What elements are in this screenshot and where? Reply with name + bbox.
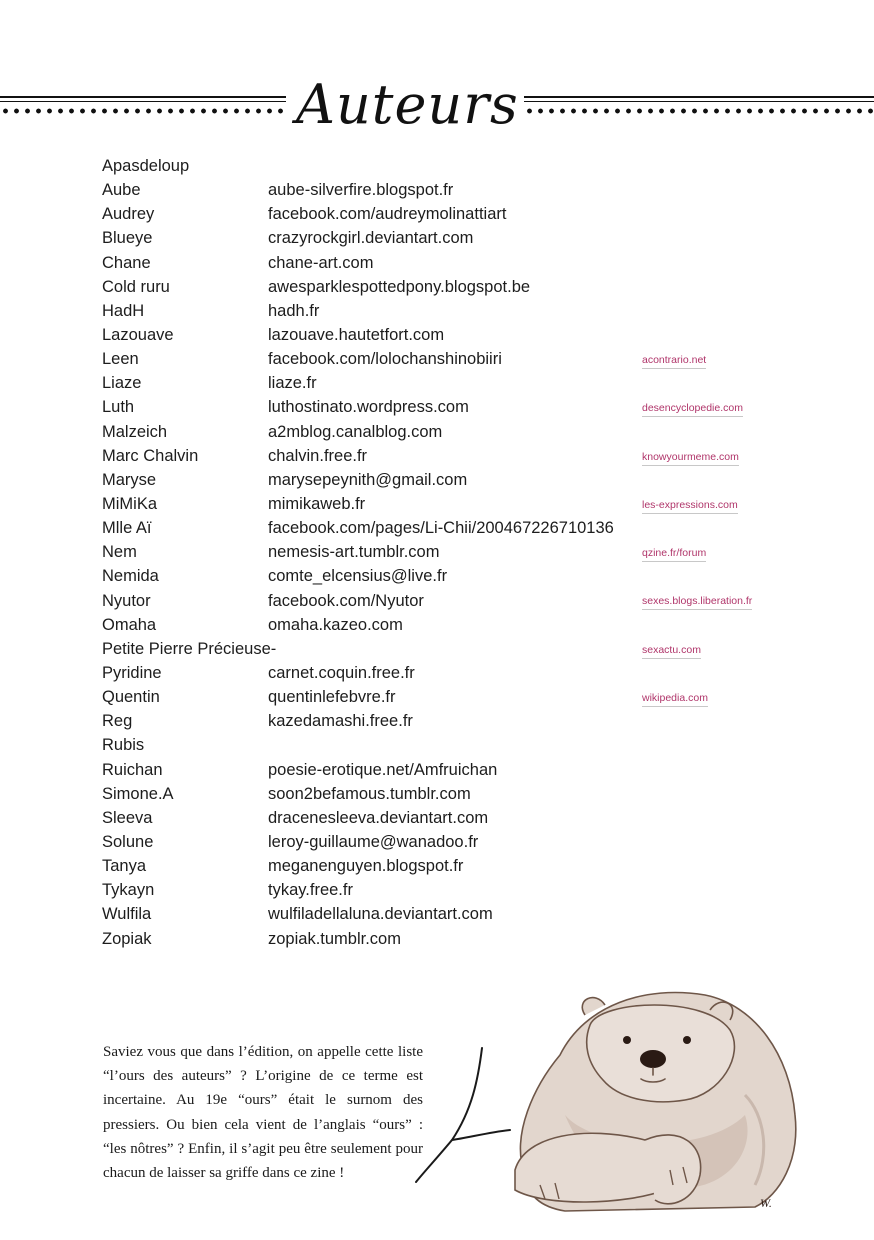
source-link[interactable] [642,400,842,448]
source-list [642,352,842,738]
author-website[interactable]: awesparklespottedpony.blogspot.be [268,277,531,296]
author-row [102,420,642,444]
author-name: Blueye [102,229,153,248]
source-link[interactable] [642,593,842,641]
author-row [102,516,642,540]
author-website[interactable]: soon2befamous.tumblr.com [268,784,471,803]
author-name: Reg [102,712,133,731]
source-link[interactable] [642,690,842,738]
author-row [102,251,642,275]
author-row [102,685,642,709]
author-row [102,347,642,371]
author-name: Nyutor [102,591,151,610]
author-website[interactable]: quentinlefebvre.fr [268,688,396,707]
speech-bubble-tail [412,1040,512,1190]
source-link-label[interactable]: les-expressions.com [642,499,738,514]
author-name: Petite Pierre Précieuse- [102,639,277,658]
author-row [102,637,642,661]
author-row [102,878,642,902]
author-website[interactable]: wulfiladellaluna.deviantart.com [268,905,493,924]
author-name: Mlle Aï [102,519,152,538]
author-website[interactable]: luthostinato.wordpress.com [268,398,469,417]
author-row [102,902,642,926]
author-row [102,299,642,323]
ours-explanation-text: Saviez vous que dans l’édition, on appelle cette liste “l’ours des auteurs” ? L’origine de ce terme est incertaine. Au 19e “ours” était le surnom des pressiers. Ou bien cela vient de l’anglais “ours” : “les nôtres” ? Enfin, il s’agit peu être seulement pour chacun de laisser sa griffe dans ce zine ! [103,1044,423,1182]
source-link-label[interactable]: sexes.blogs.liberation.fr [642,595,752,610]
author-row [102,709,642,733]
author-website[interactable]: kazedamashi.free.fr [268,712,413,731]
author-name: Zopiak [102,929,152,948]
author-website[interactable]: tykay.free.fr [268,881,353,900]
author-row [102,854,642,878]
source-link[interactable] [642,545,842,593]
source-link-label[interactable]: desencyclopedie.com [642,402,743,417]
author-row [102,154,642,178]
source-link[interactable] [642,642,842,690]
author-row [102,733,642,757]
author-website[interactable]: marysepeynith@gmail.com [268,470,468,489]
author-website[interactable]: crazyrockgirl.deviantart.com [268,229,474,248]
author-website[interactable]: comte_elcensius@live.fr [268,567,448,586]
author-name: Malzeich [102,422,168,441]
author-row [102,468,642,492]
author-website[interactable]: aube-silverfire.blogspot.fr [268,181,454,200]
author-website[interactable]: liaze.fr [268,374,317,393]
author-website[interactable]: facebook.com/audreymolinattiart [268,205,507,224]
author-website[interactable]: chane-art.com [268,253,374,272]
author-website[interactable]: nemesis-art.tumblr.com [268,543,440,562]
author-name: Sleeva [102,808,153,827]
author-row [102,371,642,395]
author-name: Simone.A [102,784,174,803]
source-link-label[interactable]: qzine.fr/forum [642,547,706,562]
author-website[interactable]: carnet.coquin.free.fr [268,663,415,682]
decorative-rule-left [0,96,286,118]
author-name: Tanya [102,857,147,876]
author-name: Omaha [102,615,157,634]
author-name: Audrey [102,205,155,224]
illustration-signature: W. [760,1196,772,1210]
polar-bear-illustration [505,975,805,1225]
author-name: Wulfila [102,905,152,924]
author-row [102,202,642,226]
author-name: Liaze [102,374,142,393]
author-name: MiMiKa [102,494,158,513]
title-banner [0,70,874,140]
author-row [102,395,642,419]
author-row [102,226,642,250]
source-link-label[interactable]: wikipedia.com [642,692,708,707]
author-name: Aube [102,181,141,200]
decorative-rule-right [524,96,874,118]
author-list [102,154,642,951]
author-name: Tykayn [102,881,155,900]
author-name: Apasdeloup [102,157,190,175]
author-website[interactable]: a2mblog.canalblog.com [268,422,443,441]
author-name: Ruichan [102,760,163,779]
author-row [102,492,642,516]
author-row [102,806,642,830]
author-row [102,444,642,468]
author-name: Nem [102,543,137,562]
author-website[interactable]: facebook.com/Nyutor [268,591,424,610]
author-name: Leen [102,350,139,369]
author-row [102,758,642,782]
source-link-label[interactable]: sexactu.com [642,644,701,659]
author-row [102,782,642,806]
author-website[interactable]: mimikaweb.fr [268,494,366,513]
source-link-label[interactable]: knowyourmeme.com [642,451,739,466]
author-name: Chane [102,253,151,272]
author-website[interactable]: facebook.com/pages/Li-Chii/200467226710136 [268,519,614,538]
author-name: Lazouave [102,325,174,344]
author-name: Marc Chalvin [102,446,199,465]
author-name: Cold ruru [102,277,170,296]
author-name: Solune [102,832,154,851]
author-website[interactable]: omaha.kazeo.com [268,615,403,634]
author-website[interactable]: leroy-guillaume@wanadoo.fr [268,832,479,851]
author-row [102,927,642,951]
author-name: Quentin [102,688,160,707]
author-website[interactable]: hadh.fr [268,301,320,320]
author-name: Luth [102,398,135,417]
author-name: Pyridine [102,663,162,682]
author-website[interactable]: poesie-erotique.net/Amfruichan [268,760,498,779]
author-row [102,589,642,613]
author-name: Rubis [102,736,145,755]
author-row [102,564,642,588]
author-row [102,275,642,299]
author-row [102,178,642,202]
author-name: HadH [102,301,145,320]
author-row [102,540,642,564]
source-link[interactable] [642,449,842,497]
author-website[interactable]: facebook.com/lolochanshinobiiri [268,350,502,369]
author-row [102,323,642,347]
author-website[interactable]: meganenguyen.blogspot.fr [268,857,464,876]
source-link[interactable] [642,497,842,545]
author-website[interactable]: lazouave.hautetfort.com [268,325,445,344]
author-name: Nemida [102,567,159,586]
author-website[interactable]: zopiak.tumblr.com [268,929,401,948]
author-row [102,613,642,637]
page-title: Auteurs [296,73,519,136]
author-name: Maryse [102,470,157,489]
author-row [102,661,642,685]
author-website[interactable]: chalvin.free.fr [268,446,368,465]
source-link-label[interactable]: acontrario.net [642,354,706,369]
source-link[interactable] [642,352,842,400]
author-website[interactable]: dracenesleeva.deviantart.com [268,808,489,827]
author-row [102,830,642,854]
